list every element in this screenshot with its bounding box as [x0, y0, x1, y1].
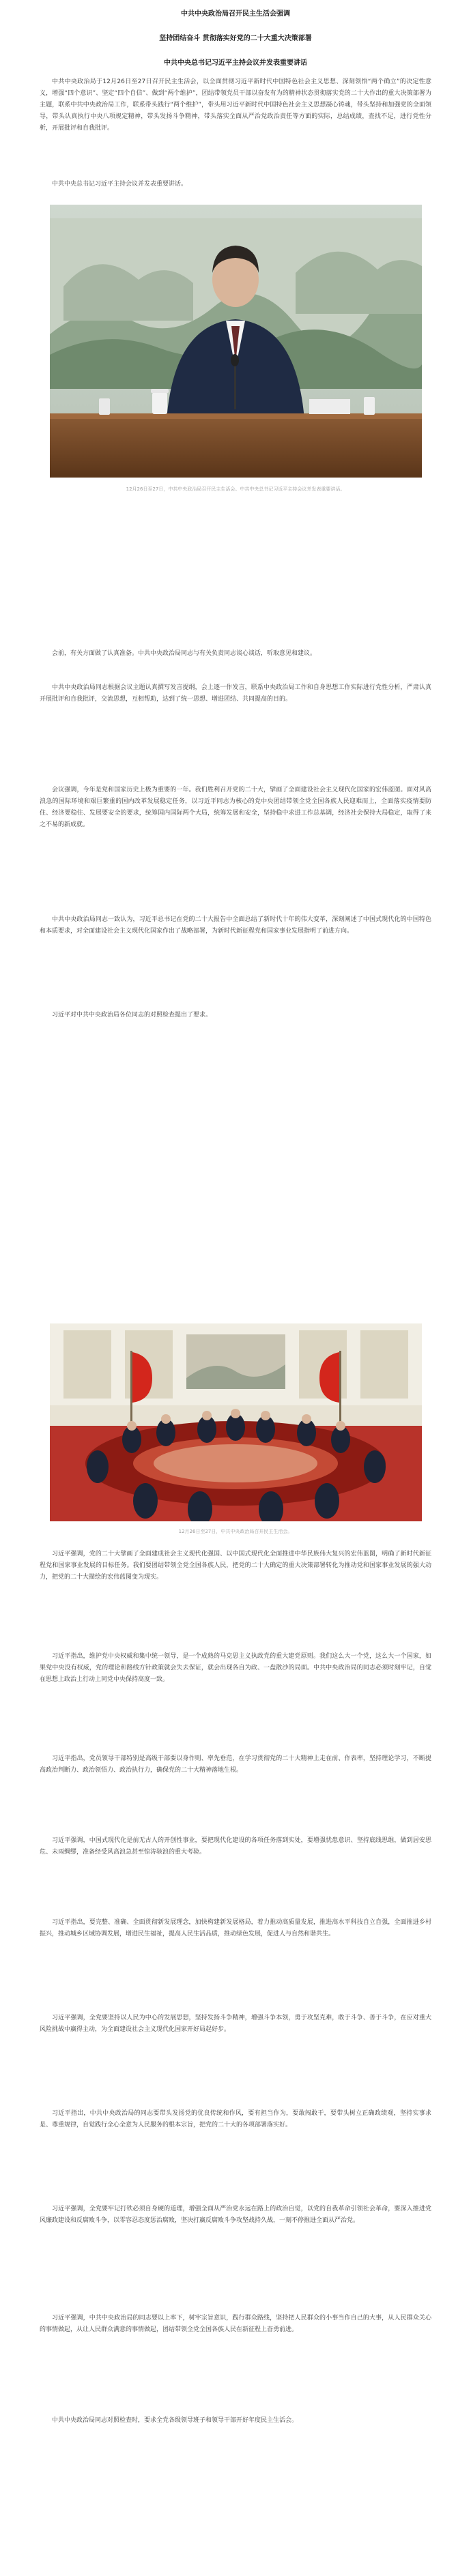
- paragraph: 中共中央政治局同志一致认为，习近平总书记在党的二十大报告中全面总结了新时代十年的伟大变革，深刻阐述了中国式现代化的中国特色和本质要求，对全面建设社会主义现代化国家作出了战略部署，为新时代新征程党和国家事业发展指明了前进方向。: [40, 916, 431, 935]
- article-title: 中共中央政治局召开民主生活会强调: [181, 10, 290, 18]
- photo-caption: 12月26日至27日，中共中央政治局召开民主生活会。: [178, 1529, 293, 1534]
- meeting-photo-image: [50, 1323, 422, 1521]
- paragraph: 习近平指出，维护党中央权威和集中统一领导，是一个成熟的马克思主义执政党的重大建党原则。我们这么大一个党，这么大一个国家，如果党中央没有权威，党的理论和路线方针政策就会失去保证，就会出现各自为政、一盘散沙的局面。中共中央政治局的同志必须时刻牢记，自觉在思想上政治上行动上同党中央保持高度一致。: [40, 1653, 431, 1683]
- article-subtitle: 坚持团结奋斗 贯彻落实好党的二十大重大决策部署: [159, 35, 312, 42]
- paragraph: 习近平强调，全党要牢记打铁必须自身硬的道理，增强全面从严治党永远在路上的政治自觉，以党的自我革命引领社会革命，要深入推进党风廉政建设和反腐败斗争，以零容忍态度惩治腐败，坚决打赢反腐败斗争攻坚战持久战，一刻不停推进全面从严治党。: [40, 2206, 431, 2224]
- paragraph: 中共中央政治局同志根据会议主题认真撰写发言提纲，会上逐一作发言，联系中央政治局工作和自身思想工作实际进行党性分析，严肃认真开展批评和自我批评，交流思想，互相帮助，达到了统一思想、增进团结、共同提高的目的。: [40, 684, 431, 703]
- paragraph: 中共中央政治局同志对照检查时，要求全党各级领导班子和领导干部开好年度民主生活会。: [52, 2417, 298, 2424]
- paragraph: 会前，有关方面做了认真准备。中共中央政治局同志与有关负责同志谈心谈话，听取意见和建议。: [52, 650, 317, 657]
- article-header: [0, 10, 471, 68]
- paragraph: 习近平强调，中国式现代化是前无古人的开创性事业，要把现代化建设的各项任务落到实处，要增强忧患意识、坚持底线思维，做到居安思危、未雨绸缪，准备经受风高浪急甚至惊涛骇浪的重大考验。: [40, 1837, 431, 1856]
- photo-speaker: [50, 205, 422, 478]
- paragraph: 习近平指出，党员领导干部特别是高级干部要以身作则、率先垂范，在学习贯彻党的二十大精神上走在前、作表率，坚持理论学习，不断提高政治判断力、政治领悟力、政治执行力，确保党的二十大精神落地生根。: [40, 1755, 431, 1774]
- paragraph: 习近平指出，要完整、准确、全面贯彻新发展理念，加快构建新发展格局，着力推动高质量发展，推进高水平科技自立自强，全面推进乡村振兴，推动城乡区域协调发展，增进民生福祉，提高人民生活品质，推动绿色发展，促进人与自然和谐共生。: [40, 1919, 431, 1937]
- paragraph: 中共中央总书记习近平主持会议并发表重要讲话。: [52, 181, 188, 188]
- photo-meeting: [50, 1323, 422, 1521]
- paragraph: 习近平指出，中共中央政治局的同志要带头发扬党的优良传统和作风，要有担当作为，要敢闯敢干，要带头树立正确政绩观，坚持实事求是、尊重规律，自觉践行全心全意为人民服务的根本宗旨，把党的二十大的各项部署落实好。: [40, 2110, 431, 2128]
- paragraph: 习近平强调，全党要坚持以人民为中心的发展思想，坚持发扬斗争精神，增强斗争本领，勇于攻坚克难，敢于斗争、善于斗争，在应对重大风险挑战中赢得主动，为全面建设社会主义现代化国家开好局起好步。: [40, 2015, 431, 2033]
- speaker-photo-image: [50, 205, 422, 478]
- paragraph: 习近平强调，中共中央政治局的同志要以上率下，树牢宗旨意识，践行群众路线，坚持把人民群众的小事当作自己的大事，从人民群众关心的事情做起，从让人民群众满意的事情做起，团结带领全党全国各族人民在新征程上奋勇前进。: [40, 2315, 431, 2333]
- paragraph: 习近平强调，党的二十大擘画了全面建成社会主义现代化强国、以中国式现代化全面推进中华民族伟大复兴的宏伟蓝图，明确了新时代新征程党和国家事业发展的目标任务。我们要团结带领全党全国各族人民，把党的二十大确定的重大决策部署转化为推动党和国家事业发展的强大动力，把党的二十大描绘的宏伟蓝图变为现实。: [40, 1551, 431, 1581]
- photo-caption: 12月26日至27日，中共中央政治局召开民主生活会。中共中央总书记习近平主持会议并发表重要讲话。: [126, 486, 345, 492]
- article-subtitle-2: 中共中央总书记习近平主持会议并发表重要讲话: [164, 59, 307, 67]
- paragraph: 习近平对中共中央政治局各位同志的对照检查提出了要求。: [52, 1012, 212, 1019]
- paragraph: 中共中央政治局于12月26日至27日召开民主生活会，以全面贯彻习近平新时代中国特色社会主义思想、深刻领悟“两个确立”的决定性意义，增强“四个意识”、坚定“四个自信”、做到“两个维护”，团结带领党员干部以奋发有为的精神状态贯彻落实党的二十大作出的重大决策部署为主题，联系中共中央政治局工作，联系带头践行“两个维护”，带头用习近平新时代中国特色社会主义思想凝心铸魂，带头坚持和加强党的全面领导，带头认真执行中央八项规定精神，带头发扬斗争精神，带头落实全面从严治党政治责任等方面的实际，总结成绩，查找不足，进行党性分析，开展批评和自我批评。: [40, 78, 431, 132]
- paragraph: 会议强调，今年是党和国家历史上极为重要的一年。我们胜利召开党的二十大，擘画了全面建设社会主义现代化国家的宏伟蓝图。面对风高浪急的国际环境和艰巨繁重的国内改革发展稳定任务，以习近平同志为核心的党中央团结带领全党全国各族人民迎难而上，全面落实疫情要防住、经济要稳住、发展要安全的要求，统筹国内国际两个大局，统筹发展和安全，坚持稳中求进工作总基调，经济社会保持大局稳定，取得了来之不易的新成就。: [40, 787, 431, 828]
